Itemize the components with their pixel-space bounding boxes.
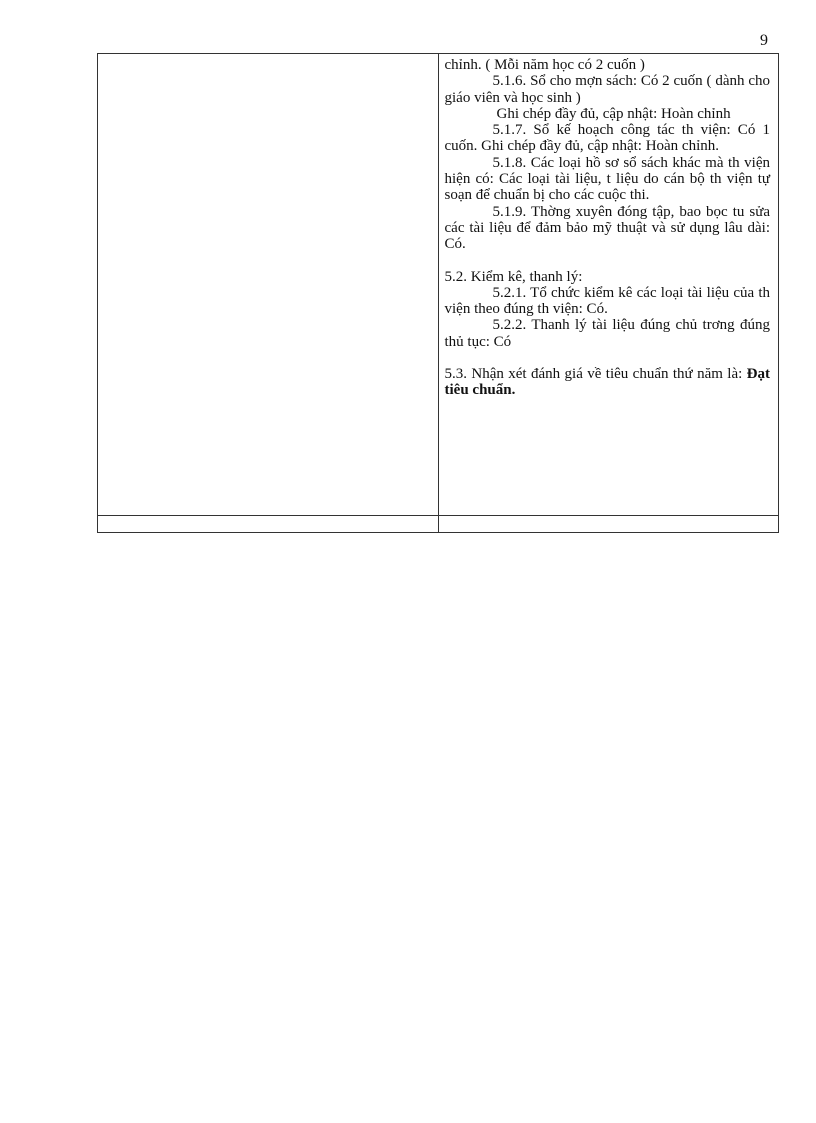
empty-left-cell (98, 516, 439, 533)
paragraph-5-2-1: 5.2.1. Tổ chức kiểm kê các loại tài liệu của th viện theo đúng th viện: Có. (444, 284, 770, 318)
right-cell (438, 54, 779, 516)
paragraph-continuation: chỉnh. ( Mỗi năm học có 2 cuốn ) (444, 57, 645, 73)
paragraph-5-1-6: 5.1.6. Sổ cho mợn sách: Có 2 cuốn ( dành cho giáo viên và học sinh ) (444, 73, 770, 106)
paragraph-5-1-9: 5.1.9. Thờng xuyên đóng tập, bao bọc tu sửa các tài liệu để đảm bảo mỹ thuật và sử dụng lâu dài: Có. (444, 203, 770, 253)
empty-right-cell (438, 516, 779, 533)
paragraph-5-2-2: 5.2.2. Thanh lý tài liệu đúng chủ trơng đúng thủ tục: Có (444, 317, 770, 350)
table-row (98, 54, 779, 516)
heading-5-2: 5.2. Kiểm kê, thanh lý: (444, 268, 583, 285)
paragraph-5-3-conclusion: Đạt tiêu chuẩn. (444, 366, 770, 399)
left-cell (98, 54, 439, 516)
table-row (98, 516, 779, 533)
paragraph-5-1-7: 5.1.7. Sổ kế hoạch công tác th viện: Có 1 cuốn. Ghi chép đầy đủ, cập nhật: Hoàn chỉnh. (444, 122, 770, 155)
paragraph-5-1-8: 5.1.8. Các loại hồ sơ sổ sách khác mà th viện hiện có: Các loại tài liệu, t liệu do cán bộ th viện tự soạn để chuẩn bị cho các cuộc thi. (444, 154, 770, 204)
document-table (97, 53, 779, 533)
paragraph-5-3-text: 5.3. Nhận xét đánh giá về tiêu chuẩn thứ năm là: (444, 366, 747, 383)
page-number: 9 (760, 32, 768, 49)
paragraph-5-1-6-note: Ghi chép đầy đủ, cập nhật: Hoàn chỉnh (496, 105, 731, 122)
paragraph-5-3 (445, 366, 771, 399)
